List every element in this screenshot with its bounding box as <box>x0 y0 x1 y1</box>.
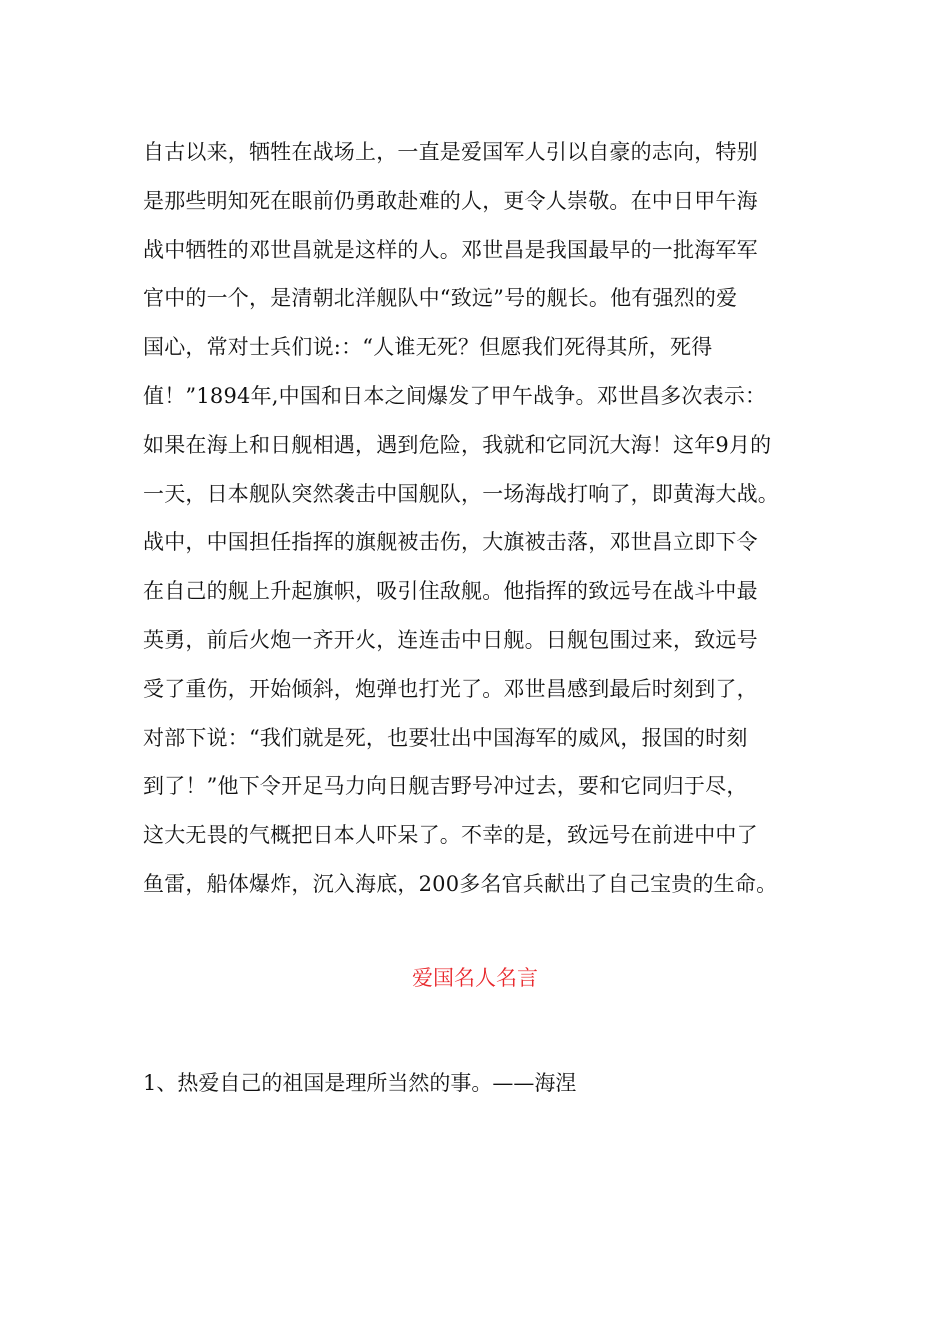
article-line: 这大无畏的气概把日本人吓呆了。不幸的是，致远号在前进中中了 <box>143 823 758 848</box>
article-line: 如果在海上和日舰相遇，遇到危险，我就和它同沉大海！这年9月的 <box>143 432 772 457</box>
article-line: 自古以来，牺牲在战场上，一直是爱国军人引以自豪的志向，特别 <box>143 140 758 164</box>
article-line: 一天，日本舰队突然袭击中国舰队，一场海战打响了，即黄海大战。 <box>143 481 779 506</box>
article-line: 到了！”他下令开足马力向日舰吉野号冲过去，要和它同归于尽， <box>143 774 748 799</box>
article-body <box>143 128 823 909</box>
article-line: 国心，常对士兵们说:：“人谁无死？但愿我们死得其所，死得 <box>143 335 713 360</box>
article-line: 受了重伤，开始倾斜，炮弹也打光了。邓世昌感到最后时刻到了， <box>143 676 758 701</box>
section-heading: 爱国名人名言 <box>412 966 538 990</box>
article-line: 战中，中国担任指挥的旗舰被击伤，大旗被击落，邓世昌立即下令 <box>143 530 758 555</box>
article-line: 官中的一个，是清朝北洋舰队中“致远”号的舰长。他有强烈的爱 <box>143 286 738 311</box>
article-line: 在自己的舰上升起旗帜，吸引住敌舰。他指挥的致远号在战斗中最 <box>143 579 758 604</box>
article-line: 是那些明知死在眼前仍勇敢赴难的人，更令人崇敬。在中日甲午海 <box>143 188 758 213</box>
article-line: 值！”1894年,中国和日本之间爆发了甲午战争。邓世昌多次表示： <box>143 383 767 408</box>
article-line: 战中牺牲的邓世昌就是这样的人。邓世昌是我国最早的一批海军军 <box>143 237 758 262</box>
quote-item: 1、热爱自己的祖国是理所当然的事。——海涅 <box>143 1071 577 1095</box>
article-line: 英勇，前后火炮一齐开火，连连击中日舰。日舰包围过来，致远号 <box>143 627 758 652</box>
article-line: 鱼雷，船体爆炸，沉入海底，200多名官兵献出了自己宝贵的生命。 <box>143 871 778 896</box>
article-line: 对部下说：“我们就是死，也要壮出中国海军的威风，报国的时刻 <box>143 725 748 750</box>
